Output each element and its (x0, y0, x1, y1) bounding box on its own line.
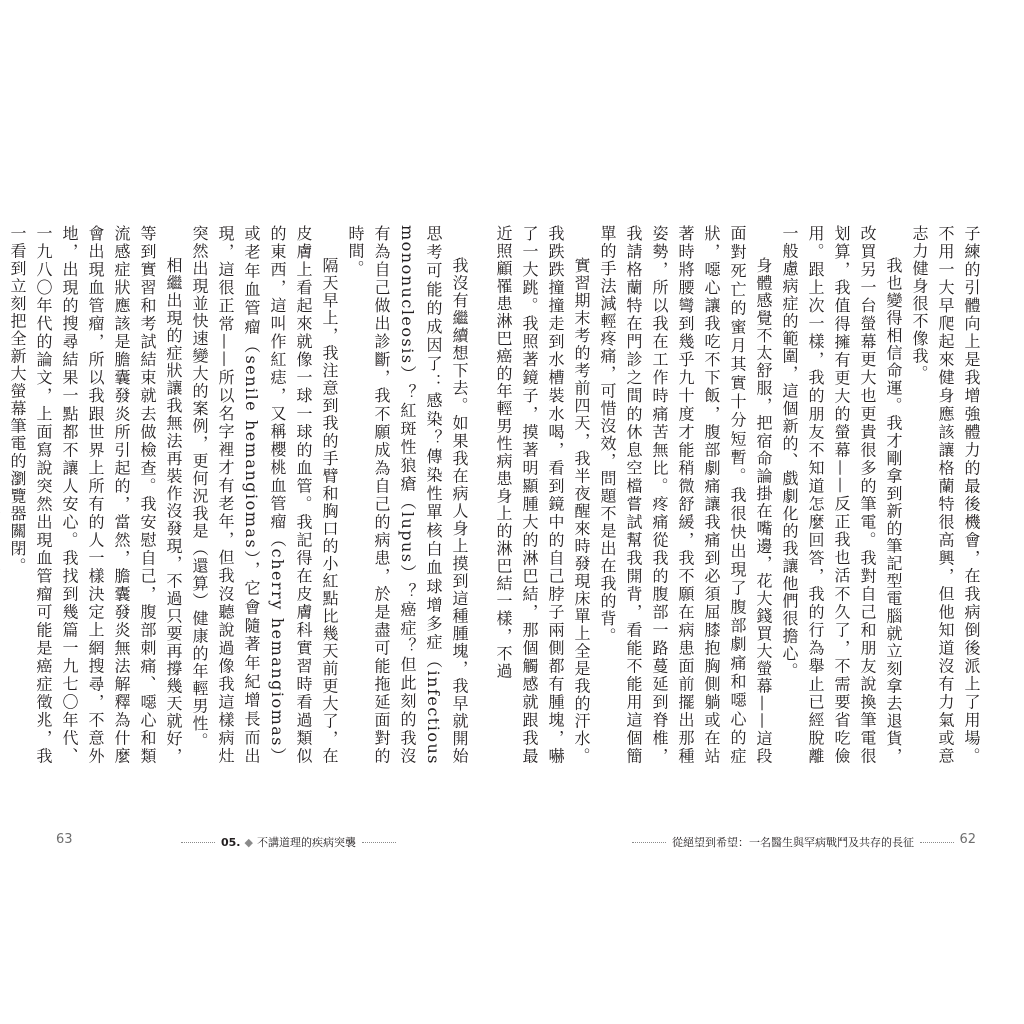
paragraph: 我也變得相信命運。我才剛拿到新的筆記型電腦就立刻拿去退貨，改買另一台螢幕更大也更貴很多的筆電。我對自己和朋友說換筆電很划算，我值得擁有更大的螢幕——反正我也活不久了，不需要省吃儉用。跟上次一樣，我的朋友不知道怎麼回答，我的行為舉止已經脫離一般慮病症的範圍，這個新的、戲劇化的我讓他們很擔心。 (780, 225, 903, 765)
right-page (494, 0, 1024, 1024)
dotted-rule (920, 842, 954, 843)
page-number: 62 (959, 832, 976, 847)
paragraph: 子練的引體向上是我增強體力的最後機會，在我病倒後派上了用場。不用一大早爬起來健身應該讓格蘭特很高興，但他知道沒有力氣或意志力健身很不像我。 (910, 225, 981, 765)
diamond-icon: ◆ (244, 835, 253, 849)
paragraph: 身體感覺不太舒服，把宿命論掛在嘴邊，花大錢買大螢幕——這段面對死亡的蜜月其實十分短暫。我很快出現了腹部劇痛和噁心的症狀，噁心讓我吃不下飯，腹部劇痛讓我痛到必須屈膝抱胸側躺或在站著時將腰彎到幾乎九十度才能稍微舒緩，我不願在病患面前擺出那種姿勢，所以我在工作時痛苦無比。疼痛從我的腹部一路蔓延到脊椎，我請格蘭特在門診之間的休息空檔嘗試幫我開背，看能不能用這個簡單的手法減輕疼痛，可惜沒效，問題不是出在我的背。 (598, 225, 773, 765)
left-body-text (8, 225, 472, 765)
paragraph: 相繼出現的症狀讓我無法再裝作沒發現，不過只要再撐幾天就好，等到實習和考試結束就去做檢查。我安慰自己，腹部刺痛、噁心和類流感症狀應該是膽囊發炎所引起的，當然，膽囊發炎無法解釋為什麼會出現血管瘤，所以我跟世界上所有的人一樣決定上網搜尋，不意外地，出現的搜尋結果一點都不讓人安心。我找到幾篇一九七〇年代、一九八〇年代的論文，上面寫說突然出現血管瘤可能是癌症徵兆，我一看到立刻把全新大螢幕筆電的瀏覽器關閉。 (8, 225, 183, 765)
dotted-rule (632, 842, 666, 843)
book-title: 從絕望到希望：一名醫生與罕病戰鬥及共存的長征 (672, 836, 914, 849)
running-head (175, 834, 402, 850)
paragraph (0, 225, 4, 765)
chapter-title: 不講道理的疾病突襲 (256, 836, 356, 849)
running-head (626, 834, 960, 850)
paragraph: 實習期末考的考前四天，我半夜醒來時發現床單上全是我的汗水。我跌跌撞撞走到水槽裝水喝，看到鏡中的自己脖子兩側都有腫塊，嚇了一大跳。我照著鏡子，摸著明顯腫大的淋巴結，那個觸感就跟我最近照顧罹患淋巴癌的年輕男性病患身上的淋巴結一樣，不過 (494, 225, 591, 765)
dotted-rule (181, 842, 215, 843)
chapter-number: 05. (221, 835, 241, 849)
page-number: 63 (56, 832, 73, 847)
dotted-rule (362, 842, 396, 843)
paragraph: 隔天早上，我注意到我的手臂和胸口的小紅點比幾天前更大了，在皮膚上看起來就像一球一球的血管。我記得在皮膚科實習時看過類似的東西，這叫作紅痣，又稱櫻桃血管瘤（cherry hemangiomas）或老年血管瘤（senile hemangiomas），它會隨著年紀增長而出現，這很正常——所以名字裡才有老年，但我沒聽說過像我這樣病灶突然出現並快速變大的案例，更何況我是（還算）健康的年輕男性。 (190, 225, 339, 765)
right-body-text (494, 225, 984, 765)
paragraph: 我沒有繼續想下去。如果我在病人身上摸到這種腫塊，我早就開始思考可能的成因了：感染？傳染性單核白血球增多症（infectious mononucleosis）？紅斑性狼瘡（lupus）？癌症？但此刻的我沒有為自己做出診斷，我不願成為自己的病患，於是盡可能拖延面對的時間。 (346, 225, 469, 765)
